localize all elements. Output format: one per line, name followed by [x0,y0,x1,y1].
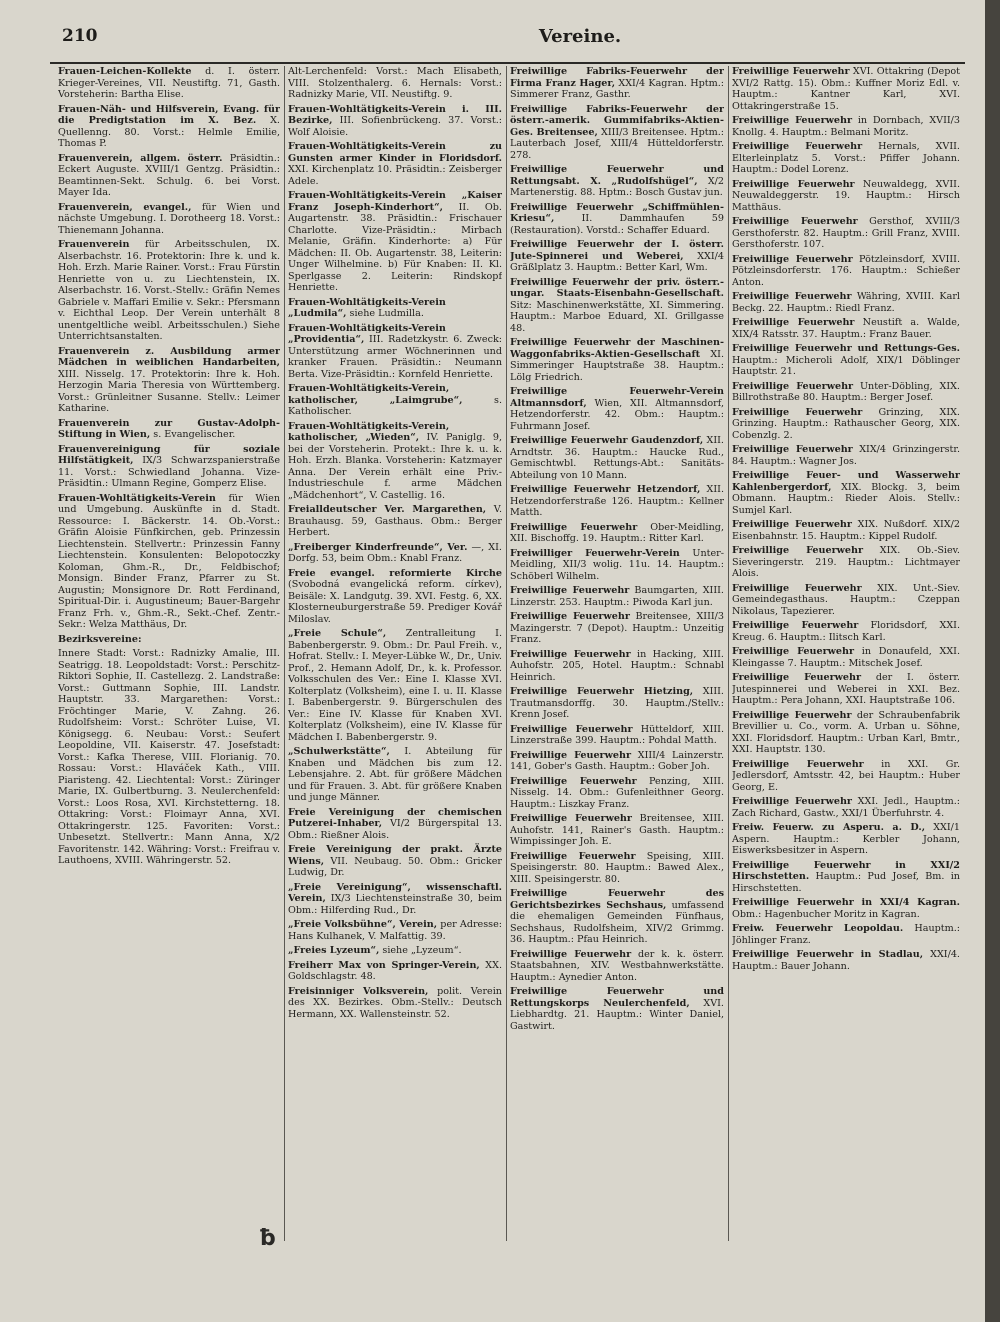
entry-name: Freiwillige Feuerwehr [732,406,863,418]
directory-entry [732,923,960,946]
entry-name: Frauen-Wohltätigkeits-Verein zu Gunsten armer Kinder in Floridsdorf. [288,141,502,164]
entry-text: II. Ob. Augartenstr. 38. Präsidtin.: Frischauer Charlotte. Vize-Präsidtin.: Mirbach Melanie, Gräfin. Kinderhorte: a) Für Mädchen: II. Ob. Augartenstr. 38, Leiterin: Unger Wilhelmine. b) Für Knaben: II. Kl. Sperlgasse 2. Leiterin: Rindskopf Henriette. [288,201,502,293]
entry-text: Gersthof, XVIII/3 Gersthoferstr. 82. Hauptm.: Grill Franz, XVIII. Gersthoferstr. 107. [732,216,960,250]
entry-text: der Schraubenfabrik Brevillier u. Co., vorm. A. Urban u. Söhne, XXI. Floridsdorf. Hauptm.: Urban Karl, Bmtr., XXI. Hauptstr. 130. [732,709,960,755]
entry-name: Frauen-Näh- und Hilfsverein, Evang. für die Predigtstation im X. Bez. [58,103,280,126]
directory-entry [58,418,280,441]
entry-text: XII. Hetzendorferstraße 126. Hauptm.: Kellner Matth. [510,484,724,518]
entry-name: Frauen-Wohltätigkeits-Verein „Kaiser Franz Joseph-Kinderhort“, [288,190,502,213]
directory-entry [732,254,960,289]
directory-entry [732,949,960,972]
entry-text: II. Dammhaufen 59 (Restauration). Vorstd.: Schaffer Eduard. [510,213,724,236]
entry-name: Frauen-Wohltätigkeits-Verein „Providentia“, [288,322,446,345]
entry-name: Freiwillige Feuerwehr in XXI/2 Hirschstetten. [732,859,960,882]
entry-text: XIX. Blockg. 3, beim Obmann. Hauptm.: Rieder Alois. Stellv.: Sumjel Karl. [732,481,960,516]
directory-entry [732,759,960,794]
page-number: 210 [62,26,98,46]
directory-entry [732,583,960,618]
entry-text: XIX/4 Grinzingerstr. 84. Hauptm.: Wagner Jos. [732,444,960,467]
directory-entry [58,202,280,237]
directory-entry [288,542,502,565]
entry-name: Frauenverein z. Ausbildung armer Mädchen in weiblichen Handarbeiten, [58,345,280,368]
entry-name: Freialldeutscher Ver. Margarethen, [288,504,487,515]
entry-text: Obm.: Hagenbucher Moritz in Kagran. [732,908,920,920]
directory-entry [58,346,280,415]
entry-name: Freiwillige Feuerwehr [732,317,855,328]
entry-text: IV. Paniglg. 9, bei der Vorsteherin. Protekt.: Ihre k. u. k. Hoh. Erzh. Blanka. Vorsteherin: Katzmayer Anna. Der Verein erhält eine Priv.-Industrieschule f. arme Mädchen „Mädchenhort“, V. Castellig. 16. [288,432,502,501]
directory-entry [732,519,960,542]
directory-entry [732,796,960,819]
directory-entry [288,383,502,418]
entry-text: Hütteldorf, XIII. Linzerstraße 399. Hauptm.: Pohdal Matth. [510,723,724,746]
directory-entry [58,493,280,631]
entry-text: XIII/3 Breitensee. Hptm.: Lauterbach Josef, XIII/4 Hütteldorferstr. 278. [510,126,724,161]
entry-name: Frauen-Wohltätigkeits-Verein i. III. Bezirke, [288,103,502,126]
entry-text: in Donaufeld, XXI. Kleingasse 7. Hauptm.: Mitschek Josef. [732,646,960,669]
directory-entry [732,381,960,404]
directory-entry [510,66,724,101]
directory-entry [288,945,502,957]
directory-entry [732,66,960,112]
entry-name: Frauen-Wohltätigkeits-Verein, katholischer, „Wieden“, [288,420,450,443]
entry-text: Präsidtin.: Eckert Auguste. XVIII/1 Gentzg. Präsidtin.: Beamtinnen-Sekt. Schulg. 6. bei Vorst. Mayer Ida. [58,152,280,198]
entry-name: Freiwilliger Feuerwehr-Verein [510,547,680,559]
directory-entry [510,750,724,773]
entry-text: Neuwaldegg, XVII. Neuwaldeggerstr. 19. Hauptm.: Hirsch Matthäus. [732,178,960,213]
entry-name: Freie evangel. reformierte Kirche [288,567,502,579]
entry-name: Frauen-Wohltätigkeits-Verein „Ludmila“, [288,296,446,319]
entry-name: Freiwillige Feuerwehr [732,380,854,392]
directory-entry [732,545,960,580]
directory-entry [288,190,502,294]
entry-text: umfassend die ehemaligen Gemeinden Fünfhaus, Sechshaus, Rudolfsheim, XIV/2 Grimmg. 36. Hauptm.: Pfau Heinrich. [510,899,724,945]
entry-name: Freiwillige Feuerwehr Hetzendorf, [510,484,701,495]
entry-text: für Arbeitsschulen, IX. Alserbachstr. 16. Protektorin: Ihre k. und k. Hoh. Erzh. Marie Rainer. Vorst.: Frau Fürstin Henriette von u. zu Liechtenstein, IX. Alserbachstr. 16. Vorst.-Stellv.: Gräfin Nemes Gabriele v. Maffari Emilie v. Sekr.: Pfersmann v. Eichthal Leop. Der Verein unterhält 8 unentgeltliche weibl. Arbeitsschulen.) Siehe Unterrichtsanstalten. [58,239,280,342]
entry-name: „Freie Schule“, [288,628,387,639]
directory-entry [510,888,724,946]
entry-name: Freiwillige Feuerwehr-Verein Altmannsdorf, [510,386,724,409]
directory-entry [510,813,724,848]
entry-name: Frauen-Wohltätigkeits-Verein [58,492,216,504]
entry-text: der I. österr. Jutespinnerei und Weberei in XXI. Bez. Hauptm.: Pera Johann, XXI. Hauptstraße 106. [732,672,960,706]
entry-text: Unter-Döbling, XIX. Billrothstraße 80. Hauptm.: Berger Josef. [732,380,960,403]
entry-text: Hernals, XVII. Elterleinplatz 5. Vorst.: Pfiffer Johann. Hauptm.: Dodel Lorenz. [732,141,960,175]
directory-entry [288,844,502,879]
directory-entry [58,66,280,101]
directory-entry [58,153,280,199]
directory-entry [510,337,724,383]
entry-text: XIX. Unt.-Siev. Gemeindegasthaus. Hauptm.: Czeppan Nikolaus, Tapezierer. [732,582,960,617]
directory-entry [288,807,502,842]
ink-mark-icon: ƀ [260,1226,276,1251]
directory-entry [510,548,724,583]
entry-name: Freiwillige Feuerwehr [510,723,633,735]
directory-entry [58,648,280,867]
header-rule [50,62,965,64]
entry-text: in Dornbach, XVII/3 Knollg. 4. Hauptm.: Belmani Moritz. [732,115,960,138]
directory-entry [510,202,724,237]
entry-text: XXI. Jedl., Hauptm.: Zach Richard, Gastw., XXI/1 Überfuhrstr. 4. [732,796,960,819]
entry-text: siehe Ludmilla. [349,308,424,319]
directory-entry [510,435,724,481]
entry-name: Freiwillige Feuerwehr [732,519,852,530]
entry-name: Freiwillige Feuerwehr Gaudenzdorf, [510,435,704,446]
entry-name: Freiwillige Feuerwehr [732,141,863,152]
directory-entry [288,628,502,743]
directory-entry [288,141,502,187]
directory-entry [510,986,724,1032]
entry-name: Freiwillige Feuerwehr [732,216,858,227]
entry-name: Frauen-Wohltätigkeits-Verein, katholischer, „Laimgrube“, [288,383,463,406]
entry-text: XIX. Ob.-Siev. Sieveringerstr. 219. Hauptm.: Lichtmayer Alois. [732,545,960,579]
entry-name: Frauenverein, allgem. österr. [58,152,223,164]
entry-text: in Hacking, XIII. Auhofstr. 205, Hotel. Hauptm.: Schnabl Heinrich. [510,648,724,683]
directory-entry [732,444,960,467]
entry-text: X. Quellenng. 80. Vorst.: Helmle Emilie, Thomas P. [58,115,280,149]
entry-name: Freiwillige Feuerwehr in XXI/4 Kagran. [732,897,960,908]
directory-entry [510,239,724,274]
column-divider [728,66,729,1241]
entry-text: in XXI. Gr. Jedlersdorf, Amtsstr. 42, bei Hauptm.: Huber Georg, E. [732,758,960,793]
entry-name: Freiwillige Feuerwehr [732,582,862,594]
entry-text: Sitz: Maschinenwerkstätte, XI. Simmering. Hauptm.: Marboe Eduard, XI. Grillgasse 48. [510,299,724,334]
entry-text: XX. Goldschlagstr. 48. [288,959,502,982]
entry-text: Breitensee, XIII/3 Mazingerstr. 7 (Depot). Hauptm.: Unzeitig Franz. [510,611,724,645]
entry-name: Freiwillige Feuerwehr der I. österr. Jute-Spinnerei und Weberei, [510,239,724,262]
entry-name: Freiwillige Feuerwehr und Rettungs-Ges. [732,343,960,354]
entry-name: Freiwillige Feuerwehr [732,178,855,190]
entry-text: XII. Arndtstr. 36. Hauptm.: Haucke Rud., Gemischtwbl. Rettungs-Abt.: Sanitäts-Abteilung von 10 Mann. [510,435,724,481]
entry-text: XVI. Ottakring (Depot XVI/2 Rattg. 15). Obm.: Kuffner Moriz Edl. v. Hauptm.: Kantner Karl, XVI. Ottakringerstraße 15. [732,66,960,112]
directory-entry [732,710,960,756]
entry-name: Freiwillige Feuerwehr [510,850,636,862]
directory-entry [288,421,502,502]
entry-name: Freiwillige Feuerwehr [732,444,853,455]
entry-text: III. Sofienbrückeng. 37. Vorst.: Wolf Aloisie. [288,115,502,138]
entry-text: s. Evangelischer. [153,429,236,440]
entry-text: VII. Neubaug. 50. Obm.: Gricker Ludwig, Dr. [288,855,502,878]
directory-entry [510,386,724,432]
directory-entry [732,291,960,314]
entry-name: Freiwillige Feuerwehr [732,253,853,265]
entry-text: Breitensee, XIII. Auhofstr. 141, Rainer's Gasth. Hauptm.: Wimpissinger Joh. E. [510,813,724,847]
entry-text: IX/3 Schwarzspanierstraße 11. Vorst.: Schwiedland Johanna. Vize-Präsidtin.: Ulmann Regine, Gomperz Elise. [58,455,280,489]
entry-text: Grinzing, XIX. Grinzing. Hauptm.: Rathauscher Georg, XIX. Cobenzlg. 2. [732,406,960,441]
entry-name: Freiwillige Feuerwehr [510,611,630,622]
entry-name: Frauen-Leichen-Kollekte [58,66,192,77]
directory-entry [58,239,280,343]
entry-name: Freiwillige Feuerwehr [510,749,632,761]
entry-text: VI/2 Bürgerspital 13. Obm.: Rießner Alois. [288,818,502,841]
entry-text: V. Brauhausg. 59, Gasthaus. Obm.: Berger Herbert. [288,504,502,538]
entry-name: Freiwillige Feuerwehr [732,709,852,721]
directory-entry [288,568,502,626]
entry-text: Alt-Lerchenfeld: Vorst.: Mach Elisabeth, VIII. Stolzenthalerg. 6. Hernals: Vorst.: Radnizky Marie, VII. Neustiftg. 9. [288,66,502,100]
directory-entry [510,949,724,984]
directory-entry [58,634,280,646]
entry-text: für Wien und nächste Umgebung. I. Dorotheerg 18. Vorst.: Thienemann Johanna. [58,201,280,236]
entry-name: Freiwillige Feuerwehr [510,948,632,960]
entry-name: Bezirksvereine: [58,633,142,645]
entry-text: Floridsdorf, XXI. Kreug. 6. Hauptm.: Ilitsch Karl. [732,620,960,643]
entry-name: Frauenverein zur Gustav-Adolph-Stiftung in Wien, [58,417,280,440]
directory-entry [732,897,960,920]
directory-entry [288,919,502,942]
entry-text: Unter-Meidling, XII/3 wolig. 11u. 14. Hauptm.: Schöberl Wilhelm. [510,547,724,582]
entry-name: „Freie Vereinigung“, wissenschaftl. Verein, [288,881,502,904]
directory-entry [732,343,960,378]
directory-entry [510,277,724,335]
entry-name: Freiwillige Feuerwehr in Stadlau, [732,949,924,960]
entry-text: XIX. Nußdorf. XIX/2 Eisenbahnstr. 15. Hauptm.: Kippel Rudolf. [732,519,960,542]
entry-name: „Freiberger Kinderfreunde“, Ver. [288,541,468,553]
column-divider [506,66,507,1241]
directory-entry [732,822,960,857]
entry-name: Freiherr Max von Springer-Verein, [288,959,480,971]
entry-name: Freiwillige Feuerwehr und Rettungsabt. X. „Rudolfshügel“, [510,164,724,187]
directory-entry [288,104,502,139]
directory-entry [510,484,724,519]
entry-name: Freiwillige Feuerwehr [732,796,852,807]
entry-name: Freiwillige Feuerwehr der priv. österr.-ungar. Staats-Eisenbahn-Gesellschaft. [510,276,724,299]
entry-name: Frauenverein [58,239,130,250]
directory-entry [288,66,502,101]
directory-entry [510,522,724,545]
entry-name: Freie Vereinigung der chemischen Putzerei-Inhaber, [288,806,502,829]
column-4 [732,66,960,1241]
directory-entry [510,724,724,747]
entry-name: Freiwillige Feuerwehr „Schiffmühlen-Kriesu“, [510,201,724,224]
page-title: Vereine. [538,26,622,47]
entry-text: XXI/4 Gräßlplatz 3. Hauptm.: Better Karl, Wm. [510,250,724,273]
entry-text: XXI/1 Aspern. Hauptm.: Kerbler Johann, Eiswerksbesitzer in Aspern. [732,822,960,856]
entry-name: Freiwillige Feuerwehr [732,545,864,556]
entry-text: XIII. Nisselg. 17. Protektorin: Ihre k. Hoh. Herzogin Maria Theresia von Württemberg. Vorst.: Grünleitner Susanne. Stellv.: Leimer Katharine. [58,368,280,414]
entry-text: polit. Verein des XX. Bezirkes. Obm.-Stellv.: Deutsch Hermann, XX. Wallensteinstr. 52. [288,985,502,1020]
entry-name: Freiw. Feuerw. zu Asperu. a. D., [732,822,926,833]
entry-text: Hauptm.: Pud Josef, Bm. in Hirschstetten. [732,871,960,894]
page-edge-shadow [985,0,1000,1322]
entry-name: Freiwillige Fabriks-Feuerwehr der österr.-amerik. Gummifabriks-Aktien-Ges. Breitensee, [510,103,724,138]
directory-entry [510,104,724,162]
entry-name: Freiw. Feuerwehr Leopoldau. [732,923,904,934]
entry-text: für Wien und Umgebung. Auskünfte in d. Stadt. Ressource: I. Bäckerstr. 14. Ob.-Vorst.: Gräfin Aloisie Fünfkirchen, geb. Prinzessin Liechtenstein. Stellvertr.: Prinzessin Fanny Liechtenstein. Konsulenten: Belopotoczky Koloman, Ghm.-R., Dr., Feldbischof; Monsign. Binder Franz, Pfarrer zu St. Augustin; Monsignore Dr. Rott Ferdinand, Spiritual-Dir. i. Augustineum; Bauer-Bargehr Franz Frh. v., Ghm.-R., Sekt.-Chef. Zentr.-Sekr.: Welza Matthäus, Dr. [58,492,280,630]
entry-text: Währing, XVIII. Karl Beckg. 22. Hauptm.: Riedl Franz. [732,291,960,314]
entry-text: (Svobodná evangelická reform. církev), Beisäle: X. Landgutg. 39. XVI. Festg. 6, XX. Klosterneuburgerstraße 59. Prediger Kovář Miloslav. [288,579,502,625]
entry-text: per Adresse: Hans Kulhanek, V. Malfattig. 39. [288,919,502,942]
directory-entry [288,882,502,917]
directory-entry [732,646,960,669]
directory-entry [288,746,502,804]
entry-name: Freiwillige Feuerwehr des Gerichtsbezirkes Sechshaus, [510,888,724,911]
entry-text: XIII/4 Lainzerstr. 141, Gober's Gasth. Hauptm.: Gober Joh. [510,749,724,772]
column-2 [288,66,502,1241]
entry-name: Freiwillige Feuerwehr der Maschinen-Waggonfabriks-Aktien-Gesellschaft [510,337,724,360]
entry-text: XIII. Trautmansdorffg. 30. Hauptm./Stellv.: Krenn Josef. [510,686,724,720]
entry-text: Baumgarten, XIII. Linzerstr. 253. Hauptm.: Piwoda Karl jun. [510,585,724,608]
entry-text: Hauptm.: Jöhlinger Franz. [732,923,960,946]
entry-text: Innere Stadt: Vorst.: Radnizky Amalie, III. Seatrigg. 18. Leopoldstadt: Vorst.: Perschitz-Riktori Sophie, II. Castellezg. 2. Landstraße: Vorst.: Guttmann Sophie, III. Landstr. Hauptstr. 33. Margarethen: Vorst.: Fröchtinger Marie, V. Zahng. 26. Rudolfsheim: Vorst.: Schröter Luise, VI. Königsegg. 6. Neubau: Vorst.: Seufert Leopoldine, VII. Kaiserstr. 47. Josefstadt: Vorst.: Kafka Therese, VIII. Florianig. 70. Rossau: Vorst.: Hlaváček Kath., VIII. Piaristeng. 42. Liechtental: Vorst.: Züringer Marie, IX. Gulbertburng. 3. Neulerchenfeld: Vorst.: Loos Rosa, XVI. Kirchstetterng. 18. Ottakring: Vorst.: Floimayr Anna, XVI. Ottakringerstr. 125. Favoriten: Vorst.: Unbesetzt. Stellvertr.: Mann Anna, X/2 Favoritenstr. 142. Währing: Vorst.: Freifrau v. Lauthoens, XVIII. Währingerstr. 52. [58,648,280,866]
entry-name: Freiwillige Fabriks-Feuerwehr der Firma Franz Hager, [510,66,724,89]
directory-entry [732,860,960,895]
directory-entry [732,620,960,643]
entry-name: Freiwillige Feuerwehr [732,758,864,770]
page-header [40,26,960,62]
directory-entry [510,611,724,646]
entry-text: Penzing, XIII. Nisselg. 14. Obm.: Gufenleithner Georg. Hauptm.: Liszkay Franz. [510,775,724,810]
entry-name: Freiwillige Feuerwehr [732,620,859,631]
entry-text: Ober-Meidling, XII. Bischoffg. 19. Hauptm.: Ritter Karl. [510,521,724,544]
directory-entry [732,216,960,251]
entry-text: siehe „Lyzeum“. [382,945,462,956]
entry-name: Freiwillige Feuer- und Wasserwehr Kahlenbergerdorf, [732,470,960,493]
directory-entry [288,297,502,320]
entry-text: —, XI. Dorfg. 53, beim Obm.: Knabl Franz. [288,541,502,564]
directory-entry [732,672,960,707]
entry-name: Freiwillige Feuerwehr [510,521,638,533]
entry-name: Freiwillige Feuerwehr [732,672,862,683]
entry-text: XXI/4. Hauptm.: Bauer Johann. [732,949,960,972]
entry-text: Zentralleitung I. Babenbergerstr. 9. Obm.: Dr. Paul Freih. v., Hofrat. Stellv.: I. Meyer-Lübke W., Dr., Univ. Prof., 2. Hemann Adolf, Dr., k. k. Professor. Volksschulen des Ver.: Eine I. Klasse XVI. Kolterplatz (Volksheim), eine I. u. II. Klasse I. Babenbergerstr. 9. Bürgerschulen des Ver.: Eine IV. Klasse für Knaben XVI. Kolterplatz (Volksheim), eine IV. Klasse für Mädchen I. Babenbergerstr. 9. [288,628,502,743]
entry-text: I. Abteilung für Knaben und Mädchen bis zum 12. Lebensjahre. 2. Abt. für größere Mädchen und für Frauen. 3. Abt. für größere Knaben und junge Männer. [288,746,502,803]
column-1 [58,66,280,1241]
entry-name: Freiwillige Feuerwehr Hietzing, [510,686,694,697]
directory-entry [732,407,960,442]
entry-text: Speising, XIII. Speisingerstr. 80. Hauptm.: Bawed Alex., XIII. Speisingerstr. 80. [510,850,724,885]
directory-entry [732,470,960,516]
directory-entry [288,323,502,381]
column-divider [284,66,285,1241]
directory-entry [510,649,724,684]
entry-name: Freiwillige Feuerwehr und Rettungskorps Neulerchenfeld, [510,986,724,1009]
entry-text: der k. k. österr. Staatsbahnen, XIV. Westbahnwerkstätte. Hauptm.: Aynedier Anton. [510,948,724,983]
entry-text: Neustift a. Walde, XIX/4 Ratsstr. 37. Hauptm.: Franz Bauer. [732,317,960,340]
directory-entry [58,444,280,490]
entry-name: „Freies Lyzeum“, [288,945,380,956]
entry-name: Freiwillige Feuerwehr [732,291,852,302]
entry-text: d. I. österr. Krieger-Vereines, VII. Neustiftg. 71, Gasth. Vorsteherin: Bartha Elise. [58,66,280,100]
directory-entry [732,317,960,340]
directory-entry [510,776,724,811]
entry-name: Frauenvereinigung für soziale Hilfstätigkeit, [58,443,280,466]
entry-name: Freiwillige Feuerwehr [732,646,855,657]
directory-entry [288,986,502,1021]
entry-name: Freie Vereinigung der prakt. Ärzte Wiens, [288,844,502,867]
directory-entry [510,851,724,886]
entry-text: XVI. Liebhardtg. 21. Hauptm.: Winter Daniel, Gastwirt. [510,997,724,1032]
directory-entry [58,104,280,150]
entry-name: Frauenverein, evangel., [58,201,192,213]
entry-name: Freiwillige Feuerwehr [510,585,630,596]
directory-entry [510,686,724,721]
directory-entry [510,585,724,608]
entry-text: XI. Simmeringer Hauptstraße 38. Hauptm.: Lölg Friedrich. [510,348,724,383]
entry-text: X/2 Martenerstig. 88. Hptm.: Bosch Gustav jun. [510,175,724,198]
entry-text: Wien, XII. Altmannsdorf, Hetzendorferstr. 42. Obm.: Hauptm.: Fuhrmann Josef. [510,397,724,432]
directory-entry [732,115,960,138]
directory-entry [732,141,960,176]
entry-text: XXI. Kirchenplatz 10. Präsidtin.: Zeisberger Adele. [288,164,502,187]
entry-name: Freiwillige Feuerwehr [510,813,632,824]
directory-entry [510,164,724,199]
entry-text: IX/3 Liechtensteinstraße 30, beim Obm.: Hilferding Rud., Dr. [288,893,502,916]
entry-name: Freiwillige Feuerwehr [732,115,853,126]
entry-name: „Schulwerkstätte“, [288,746,390,757]
directory-entry [288,504,502,539]
directory-entry [732,179,960,214]
entry-text: s. Katholischer. [288,394,502,417]
entry-text: III. Radetzkystr. 6. Zweck: Unterstützung armer Wöchnerinnen und kranker Frauen. Präsidtin.: Neumann Berta. Vize-Präsidtin.: Kornfeld Henriette. [288,334,502,380]
entry-name: Freisinniger Volksverein, [288,985,429,997]
entry-name: Freiwillige Feuerwehr [732,66,850,77]
entry-name: Freiwillige Feuerwehr [510,648,631,660]
column-3 [510,66,724,1241]
entry-text: Pötzleinsdorf, XVIII. Pötzleinsdorferstr. 176. Hauptm.: Schießer Anton. [732,253,960,288]
entry-text: Hauptm.: Micheroli Adolf, XIX/1 Döblinger Hauptstr. 21. [732,354,960,377]
entry-text: XXI/4 Kagran. Hptm.: Simmerer Franz, Gasthr. [510,77,724,100]
directory-entry [288,960,502,983]
entry-name: Freiwillige Feuerwehr [510,775,637,787]
entry-name: „Freie Volksbühne“, Verein, [288,919,438,930]
